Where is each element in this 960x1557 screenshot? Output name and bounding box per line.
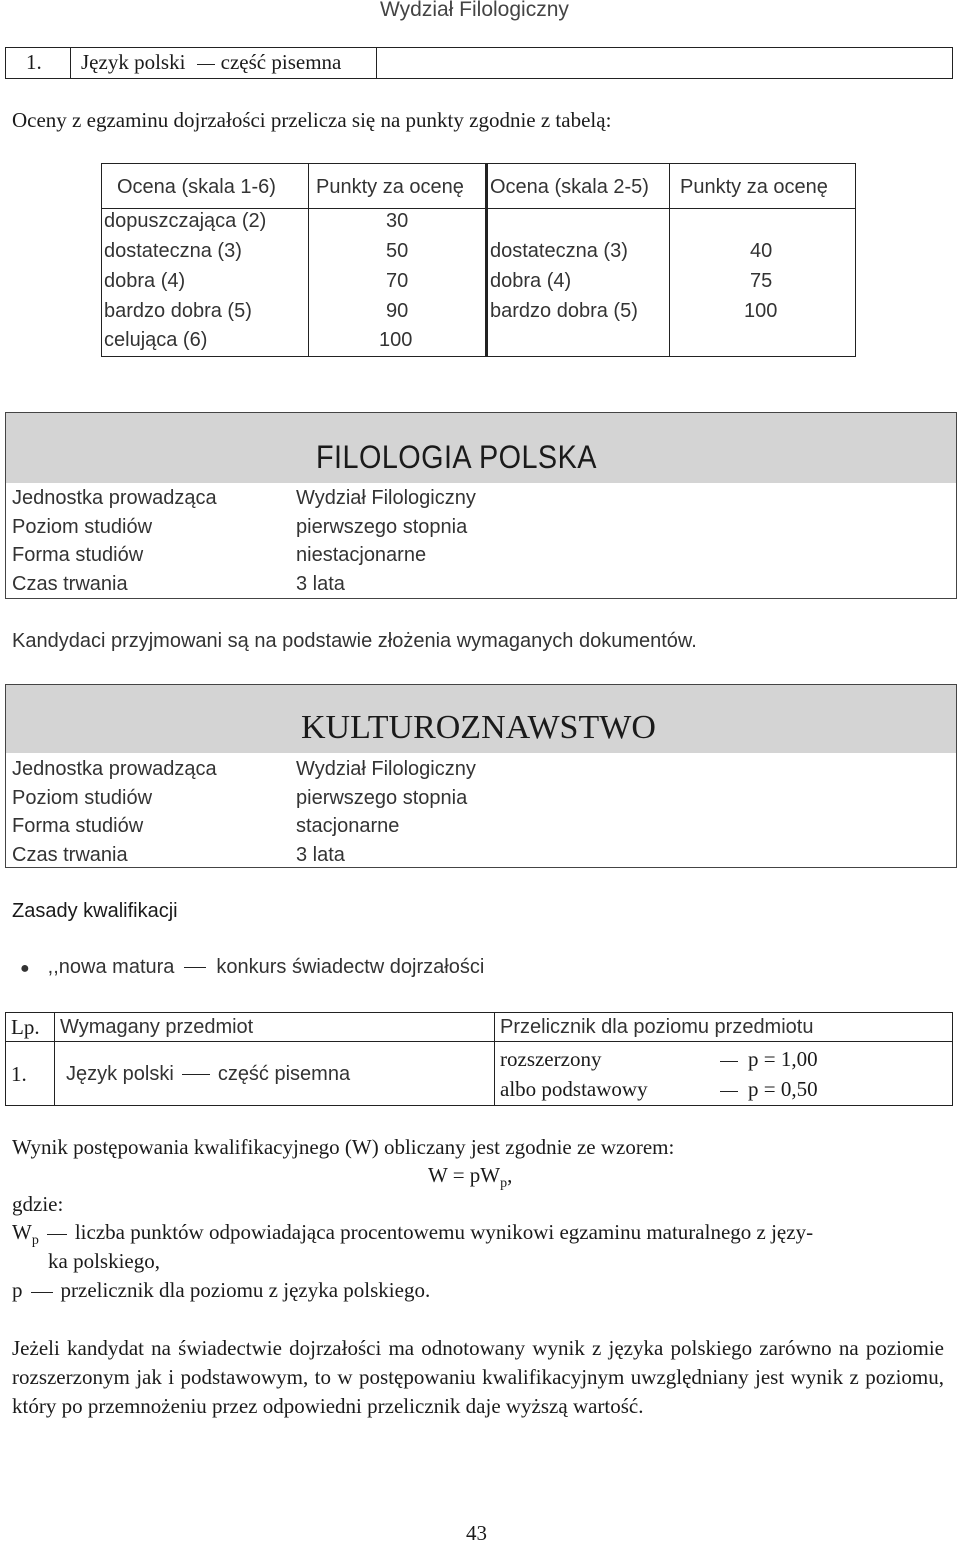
grade-row-4-col-1: bardzo dobra (5) xyxy=(104,300,252,322)
subject-header-subject: Wymagany przedmiot xyxy=(60,1016,254,1038)
grade-row-4-col-2: 90 xyxy=(386,300,409,322)
formula-equation: $W = pW_p$, xyxy=(428,1163,513,1192)
formula-where: gdzie: xyxy=(12,1192,64,1216)
grade-row-5-col-1: celująca (6) xyxy=(104,329,208,351)
formula-wp-line2: ka polskiego, xyxy=(48,1249,160,1273)
level-extended-factor: p = 1,00 xyxy=(720,1047,818,1072)
level-basic: albo podstawowy xyxy=(500,1077,648,1101)
intro-text: Oceny z egzaminu dojrzałości przelicza się na punkty zgodnie z tabelą: xyxy=(12,108,612,132)
label-duration: Czas trwania xyxy=(12,843,128,866)
grade-row-1-col-1: dopuszczająca (2) xyxy=(104,210,267,232)
final-paragraph: Jeżeli kandydat na świadectwie dojrzałości ma odnotowany wynik z języka polskiego zarówno na poziomie rozszerzonym jak i podstawowym, to w postępowaniu kwalifikacyjnym uwzględniany jest wynik z poziomu, który po przemnożeniu przez odpowiedni przelicznik daje wyższą wartość. xyxy=(12,1336,944,1418)
grade-table xyxy=(101,163,856,357)
grade-header-2: Punkty za ocenę xyxy=(316,176,464,198)
value-level: pierwszego stopnia xyxy=(296,786,468,809)
program-labels-filologia xyxy=(12,484,217,598)
subject-name-a: Język polski xyxy=(66,1063,174,1085)
label-level: Poziom studiów xyxy=(12,515,153,538)
rules-heading: Zasady kwalifikacji xyxy=(12,900,178,922)
grade-row-4-col-4: 100 xyxy=(744,300,778,322)
bullet-rest: konkurs świadectw dojrzałości xyxy=(216,956,485,978)
subject-name-b: część pisemna xyxy=(217,1063,351,1085)
value-duration: 3 lata xyxy=(296,843,345,866)
grade-row-1-col-2: 30 xyxy=(386,210,409,232)
formula-intro: Wynik postępowania kwalifikacyjnego (W) obliczany jest zgodnie ze wzorem: xyxy=(12,1135,675,1159)
page-number: 43 xyxy=(466,1521,487,1545)
subject-table xyxy=(5,1012,953,1106)
grade-header-3: Ocena (skala 2-5) xyxy=(490,176,649,198)
label-duration: Czas trwania xyxy=(12,572,128,595)
bullet-open: ,,nowa matura xyxy=(47,956,175,978)
program-title-filologia: FILOLOGIA POLSKA xyxy=(316,439,597,475)
label-level: Poziom studiów xyxy=(12,786,153,809)
bullet-item xyxy=(20,956,484,979)
grade-row-2-col-2: 50 xyxy=(386,240,409,262)
program-box-filologia xyxy=(5,412,957,599)
value-form: niestacjonarne xyxy=(296,544,427,566)
program-title-kulturoznawstwo: KULTUROZNAWSTWO xyxy=(301,709,656,746)
subject-row-label: Język polski część pisemna xyxy=(81,50,342,74)
subject-header-lp: Lp. xyxy=(11,1015,40,1039)
grade-row-5-col-2: 100 xyxy=(379,329,413,351)
subject-row-num: 1. xyxy=(26,50,42,74)
value-duration: 3 lata xyxy=(296,572,345,595)
value-form: stacjonarne xyxy=(296,815,400,837)
grade-header-4: Punkty za ocenę xyxy=(680,176,828,198)
grade-row-4-col-3: bardzo dobra (5) xyxy=(490,300,638,322)
program-values-kulturoznawstwo xyxy=(296,755,476,869)
program-box-kulturoznawstwo xyxy=(5,684,957,868)
value-unit: Wydział Filologiczny xyxy=(296,758,476,780)
grade-row-3-col-4: 75 xyxy=(750,270,773,292)
label-unit: Jednostka prowadząca xyxy=(12,758,217,780)
level-basic-factor: p = 0,50 xyxy=(720,1077,818,1102)
subject-name xyxy=(66,1063,350,1086)
grade-row-2-col-3: dostateczna (3) xyxy=(490,240,628,262)
formula-wp-line: $W_p$ liczba punktów odpowiadająca procentowemu wynikowi egzaminu maturalnego z języ- xyxy=(12,1220,814,1249)
label-unit: Jednostka prowadząca xyxy=(12,487,217,509)
program-values-filologia xyxy=(296,484,476,598)
grade-row-2-col-4: 40 xyxy=(750,240,773,262)
value-level: pierwszego stopnia xyxy=(296,515,468,538)
level-extended: rozszerzony xyxy=(500,1047,602,1071)
grade-row-3-col-1: dobra (4) xyxy=(104,270,186,292)
program-labels-kulturoznawstwo xyxy=(12,755,217,869)
candidates-note: Kandydaci przyjmowani są na podstawie złożenia wymaganych dokumentów. xyxy=(12,630,697,652)
grade-row-3-col-2: 70 xyxy=(386,270,409,292)
bullet-icon: ● xyxy=(20,960,30,977)
label-form: Forma studiów xyxy=(12,544,144,566)
subject-num: 1. xyxy=(11,1062,27,1086)
value-unit: Wydział Filologiczny xyxy=(296,487,476,509)
label-form: Forma studiów xyxy=(12,815,144,837)
faculty-header: Wydział Filologiczny xyxy=(380,0,569,21)
subject-header-factor: Przelicznik dla poziomu przedmiotu xyxy=(500,1016,814,1038)
formula-p-line: p przelicznik dla poziomu z języka polskiego. xyxy=(12,1278,431,1302)
grade-header-1: Ocena (skala 1-6) xyxy=(117,176,276,198)
grade-row-3-col-3: dobra (4) xyxy=(490,270,572,292)
subject-row xyxy=(5,47,953,79)
grade-row-2-col-1: dostateczna (3) xyxy=(104,240,242,262)
